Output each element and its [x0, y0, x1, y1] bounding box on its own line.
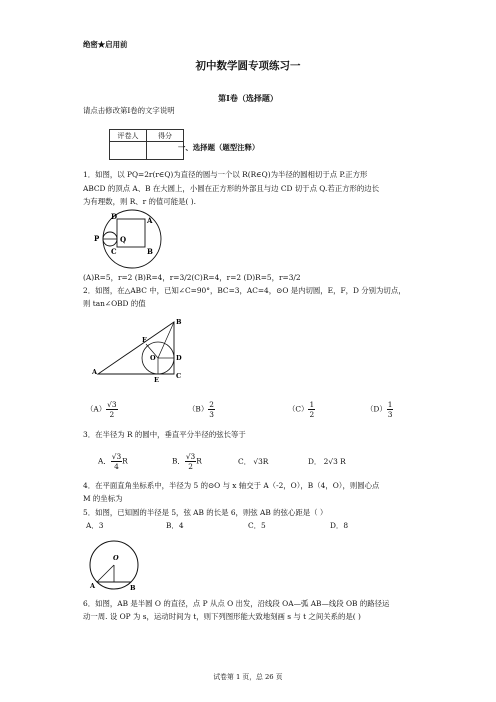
q3-option-b: B． $\frac{√3}{2}$ R: [172, 452, 202, 471]
q5-option-a: A．3: [86, 521, 104, 530]
q1-options: (A)R=5，r=2 (B)R=4，r=3/2(C)R=4，r=2 (D)R=5，r=3/2: [83, 273, 301, 282]
confidential-label: 绝密★启用前: [83, 40, 128, 49]
q2-fig-label-c: C: [176, 372, 182, 380]
score-table-grader: 评卷人: [110, 130, 147, 142]
q5-option-d: D．8: [330, 521, 349, 530]
q1-figure: [84, 208, 164, 270]
q3-line1: 3．在半径为 R 的圆中，垂直平分半径的弦长等于: [83, 430, 246, 439]
q2-option-b: （B） $\frac{2}{3}$: [188, 400, 214, 419]
q1-line3: 为有理数，则 R、r 的值可能是( ).: [83, 197, 196, 206]
q1-line1: 1．如图，以 PQ=2r(r∈Q)为直径的圆与一个以 R(R∈Q)为半径的圆相切于点 P.正方形: [83, 170, 368, 179]
q4-line1: 4．在平面直角坐标系中，半径为 5 的⊙O 与 x 轴交于 A（-2，O），B（4，O），则圆心点: [83, 481, 380, 490]
q2-option-c: （C） $\frac{1}{2}$: [288, 400, 315, 419]
q2-fig-label-b: B: [176, 318, 182, 326]
q2-figure: [90, 314, 190, 384]
q1-fig-label-p: P: [94, 234, 100, 243]
section-heading: 一、选择题（题型注释）: [178, 143, 260, 152]
score-table-score: 得分: [147, 130, 184, 142]
q1-fig-label-b: B: [147, 247, 153, 256]
q6-line1: 6．如图，AB 是半圆 O 的直径，点 P 从点 O 出发，沿线段 OA—弧 AB—线段 OB 的路径运: [83, 599, 390, 608]
q5-fig-label-a: A: [90, 582, 96, 590]
q3-option-c: C． √3R: [238, 457, 269, 466]
q5-option-c: C．5: [248, 521, 266, 530]
page-title: 初中数学圆专项练习一: [195, 60, 301, 72]
q3-option-a: A． $\frac{√3}{4}$ R: [98, 452, 128, 471]
volume-heading: 第I卷（选择题）: [218, 93, 278, 103]
q1-fig-label-d: D: [111, 212, 118, 221]
q5-line1: 5．如图，已知圆的半径是 5，弦 AB 的长是 6，则弦 AB 的弦心距是（ ）: [83, 508, 328, 517]
q1-fig-label-a: A: [147, 216, 153, 225]
q2-option-a: （A） $\frac{√3}{2}$: [86, 400, 117, 419]
page-footer: 试卷第 1 页，总 26 页: [213, 673, 283, 681]
q2-line1: 2．如图，在△ABC 中，已知∠C=90°，BC=3，AC=4，⊙O 是内切圆，E，F，D 分别为切点，: [83, 286, 406, 295]
q2-option-d: （D） $\frac{1}{3}$: [366, 400, 393, 419]
q2-fig-label-a: A: [92, 368, 98, 376]
score-table: [109, 129, 184, 160]
q5-option-b: B．4: [166, 521, 184, 530]
q5-fig-label-o: O: [113, 554, 119, 562]
q1-fig-label-q: Q: [120, 235, 127, 244]
volume-note[interactable]: 请点击修改第I卷的文字说明: [83, 106, 175, 115]
q1-fig-label-c: C: [111, 247, 117, 256]
q2-line2: 则 tan∠OBD 的值: [83, 299, 146, 308]
q1-line2: ABCD 的顶点 A、B 在大圆上，小圆在正方形的外部且与边 CD 切于点 Q.若正方形的边长: [83, 184, 380, 193]
q4-line2: M 的坐标为: [83, 494, 123, 503]
q2-fig-label-d: D: [176, 354, 182, 362]
q2-fig-label-f: F: [142, 336, 147, 344]
q5-figure: [86, 538, 142, 594]
q5-fig-label-b: B: [130, 584, 136, 592]
q2-fig-label-o: O: [150, 354, 156, 362]
q2-fig-label-e: E: [154, 376, 159, 384]
q3-option-d: D． 2√3 R: [308, 457, 346, 466]
q6-line2: 动一周. 设 OP 为 s，运动时间为 t，则下列图形能大致地刻画 s 与 t 之间关系的是( ): [83, 612, 361, 621]
